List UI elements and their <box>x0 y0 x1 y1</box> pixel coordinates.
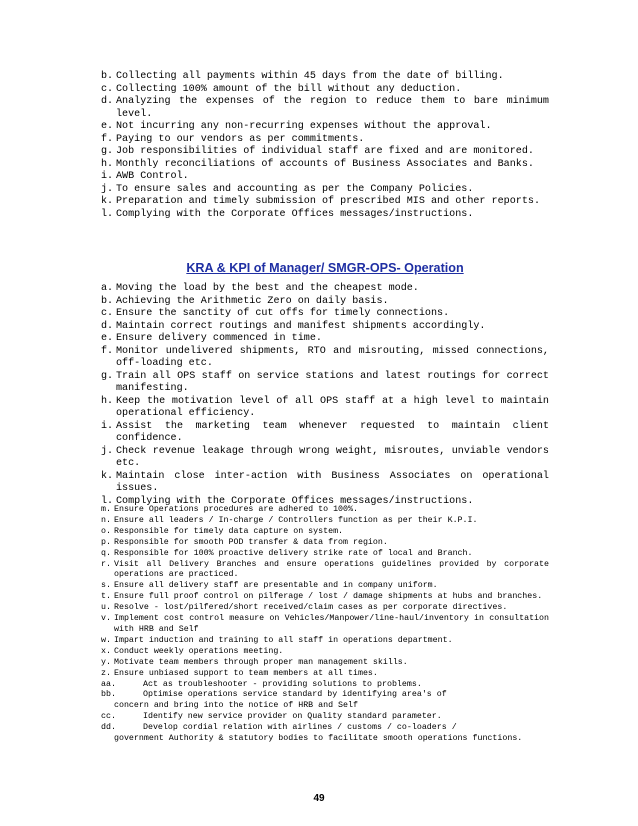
list-item <box>101 680 549 691</box>
list-item-label: i. <box>101 171 114 182</box>
list-item-text: Job responsibilities of individual staff are fixed and are monitored. <box>116 146 534 157</box>
list-item <box>101 333 549 346</box>
list-item-label: u. <box>101 603 111 613</box>
list-item-label: w. <box>101 635 111 645</box>
list-item-text: Conduct weekly operations meeting. <box>114 646 284 656</box>
list-item-label: c. <box>101 308 114 319</box>
list-item-text: Assist the marketing team whenever requested to maintain client confidence. <box>116 420 549 444</box>
list-item-text: AWB Control. <box>116 171 189 182</box>
list-item-label: i. <box>101 420 114 432</box>
list-item <box>101 471 549 496</box>
list-item <box>101 346 549 371</box>
list-item-label: g. <box>101 146 114 157</box>
list-item-text: Collecting 100% amount of the bill without any deduction. <box>116 83 462 95</box>
list-item-text: Optimise operations service standard by identifying area's of <box>143 690 447 700</box>
list-item <box>101 538 549 549</box>
list-item-label: k. <box>101 470 114 482</box>
list-item-text: Responsible for 100% proactive delivery strike rate of local and Branch. <box>114 548 473 558</box>
list-item-text: Impart induction and training to all staff in operations department. <box>114 635 453 645</box>
list-item <box>101 658 549 669</box>
list-item-label: f. <box>101 133 114 145</box>
list-item-label: p. <box>101 537 111 547</box>
list-item-continuation: concern and bring into the notice of HRB and Self <box>114 701 358 711</box>
section-heading: KRA & KPI of Manager/ SMGR-OPS- Operation <box>186 261 464 275</box>
list-item <box>101 371 549 396</box>
list-item-label: v. <box>101 614 111 624</box>
list-item-label: l. <box>101 208 114 220</box>
list-item <box>101 171 549 184</box>
list-item <box>101 636 549 647</box>
list-item <box>101 308 549 321</box>
list-item <box>101 134 549 147</box>
list-item-text: Ensure full proof control on pilferage / lost / damage shipments at hubs and branches. <box>114 592 543 602</box>
list-item-label: c. <box>101 83 114 95</box>
list-item-text: Achieving the Arithmetic Zero on daily basis. <box>116 295 389 307</box>
list-item-text: Ensure Operations procedures are adhered to 100%. <box>114 505 358 514</box>
list-item-text: Resolve - lost/pilfered/short received/claim cases as per corporate directives. <box>114 603 508 613</box>
list-item-text: Not incurring any non-recurring expenses without the approval. <box>116 121 492 132</box>
list-item-text: Ensure unbiased support to team members at all times. <box>114 668 378 678</box>
page-number: 49 <box>313 793 325 804</box>
list-item <box>101 296 549 309</box>
list-item-text: Visit all Delivery Branches and ensure operations guidelines provided by corporate operations are practiced. <box>114 559 549 580</box>
list-item-label: y. <box>101 657 111 667</box>
list-item <box>101 690 549 701</box>
list-item-label: dd. <box>101 723 116 733</box>
list-item-label: z. <box>101 668 111 678</box>
list-item-text: Ensure the sanctity of cut offs for timely connections. <box>116 308 450 319</box>
list-item <box>101 669 549 680</box>
list-item <box>101 505 549 516</box>
list-item <box>101 421 549 446</box>
list-item <box>101 549 549 560</box>
list-item-label: o. <box>101 526 111 536</box>
list-item-text: Ensure all leaders / In-charge / Controllers function as per their K.P.I. <box>114 515 478 525</box>
list-item-label: e. <box>101 121 114 132</box>
list-item-label: q. <box>101 548 111 558</box>
list-item <box>101 712 549 723</box>
list-item-label: k. <box>101 196 114 207</box>
list-item <box>101 446 549 471</box>
list-item-text: To ensure sales and accounting as per the Company Policies. <box>116 183 474 195</box>
list-item-text: Monthly reconciliations of accounts of Business Associates and Banks. <box>116 158 534 170</box>
list-item-text: Analyzing the expenses of the region to reduce them to bare minimum level. <box>116 96 549 120</box>
list-item-text: Complying with the Corporate Offices messages/instructions. <box>116 495 474 507</box>
list-item-label: f. <box>101 345 114 357</box>
list-item-label: g. <box>101 370 114 382</box>
list-item-text: Responsible for timely data capture on system. <box>114 526 344 536</box>
list-item-label: cc. <box>101 712 116 722</box>
list-item <box>101 321 549 334</box>
list-item-label: a. <box>101 283 114 294</box>
list-item-text: Ensure delivery commenced in time. <box>116 333 322 344</box>
list-item-text: Train all OPS staff on service stations and latest routings for correct manifesting. <box>116 370 549 394</box>
list-item-label: b. <box>101 295 114 307</box>
list-item <box>101 159 549 172</box>
list-item-text: Monitor undelivered shipments, RTO and misrouting, missed connections, off-loading etc. <box>116 345 549 369</box>
list-item <box>101 121 549 134</box>
list-item-text: Complying with the Corporate Offices messages/instructions. <box>116 208 474 220</box>
list-item <box>101 184 549 197</box>
list-item-text: Ensure all delivery staff are presentable and in company uniform. <box>114 581 438 591</box>
list-item-label: m. <box>101 505 111 514</box>
list-item-text: Maintain correct routings and manifest shipments accordingly. <box>116 320 486 332</box>
list-item-label: s. <box>101 581 111 591</box>
list-item <box>101 592 549 603</box>
list-item-label: h. <box>101 395 114 407</box>
list-item-label: bb. <box>101 690 116 700</box>
list-item-text: Preparation and timely submission of prescribed MIS and other reports. <box>116 196 541 207</box>
list-item-text: Motivate team members through proper man management skills. <box>114 657 408 667</box>
list-item <box>101 527 549 538</box>
list-item-label: j. <box>101 445 114 457</box>
list-item-label: j. <box>101 183 114 195</box>
list-item-text: Implement cost control measure on Vehicles/Manpower/line-haul/inventory in consultation with HRB and Self <box>114 614 549 634</box>
list-item-label: aa. <box>101 679 116 689</box>
list-item-continuation: government Authority & statutory bodies to facilitate smooth operations functions. <box>114 734 523 744</box>
list-item-label: x. <box>101 646 111 656</box>
list-item-text: Identify new service provider on Quality standard parameter. <box>143 712 442 722</box>
list-item <box>101 581 549 592</box>
list-item-label: t. <box>101 592 111 602</box>
list-item-label: d. <box>101 320 114 332</box>
list-item <box>101 283 549 296</box>
list-item <box>101 603 549 614</box>
list-item <box>101 96 549 121</box>
list-item-text: Develop cordial relation with airlines / customs / co-loaders / <box>143 723 457 733</box>
list-item-text: Moving the load by the best and the cheapest mode. <box>116 283 419 294</box>
list-item <box>101 723 549 734</box>
list-item-text: Paying to our vendors as per commitments. <box>116 133 365 145</box>
list-item <box>101 84 549 97</box>
list-item <box>101 71 549 84</box>
list-item <box>101 396 549 421</box>
list-item-label: e. <box>101 333 114 344</box>
list-item <box>101 146 549 159</box>
list-item <box>101 516 549 527</box>
list-item-label: h. <box>101 158 114 170</box>
list-item <box>101 647 549 658</box>
list-item <box>101 209 549 222</box>
list-item-label: b. <box>101 71 114 82</box>
responsibilities-list-continued <box>101 71 549 221</box>
list-item-label: r. <box>101 559 111 569</box>
list-item-label: d. <box>101 96 114 107</box>
list-item <box>101 614 549 636</box>
list-item-label: l. <box>101 495 114 507</box>
list-item <box>101 196 549 209</box>
list-item-text: Check revenue leakage through wrong weight, misroutes, unviable vendors etc. <box>116 445 549 469</box>
list-item <box>101 560 549 582</box>
kra-kpi-list-small <box>101 505 549 745</box>
list-item-text: Collecting all payments within 45 days from the date of billing. <box>116 71 504 82</box>
list-item-label: n. <box>101 515 111 525</box>
list-item-text: Keep the motivation level of all OPS staff at a high level to maintain operational efficiency. <box>116 395 549 419</box>
kra-kpi-list <box>101 283 549 508</box>
list-item-text: Maintain close inter-action with Business Associates on operational issues. <box>116 470 549 494</box>
list-item-text: Responsible for smooth POD transfer & data from region. <box>114 537 388 547</box>
list-item-text: Act as troubleshooter - providing solutions to problems. <box>143 679 422 689</box>
